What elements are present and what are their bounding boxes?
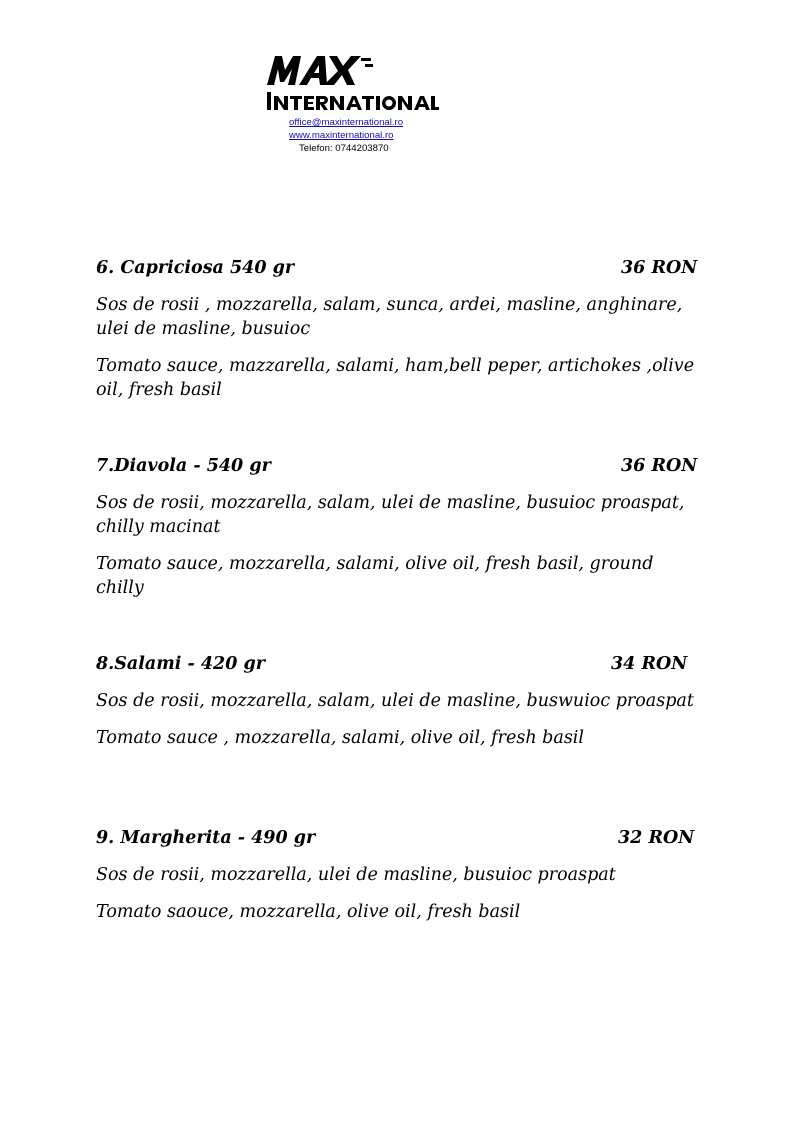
menu-item-header [96, 826, 706, 850]
menu-item-description-en: Tomato sauce, mozzarella, salami, olive oil, fresh basil, ground chilly [96, 554, 654, 598]
menu-item-description-en: Tomato saouce, mozzarella, olive oil, fresh basil [96, 902, 521, 922]
phone-number: Telefon: 0744203870 [299, 143, 389, 154]
max-international-logo [265, 52, 440, 114]
email-link[interactable]: office@maxinternational.ro [289, 117, 404, 128]
menu-item-title: 9. Margherita - 490 gr [96, 828, 316, 848]
menu-item-header [96, 652, 706, 676]
menu-item-description-en: Tomato sauce , mozzarella, salami, olive oil, fresh basil [96, 728, 584, 748]
menu-item-description-ro: Sos de rosii, mozzarella, salam, ulei de masline, busuioc proaspat, chilly macinat [96, 493, 685, 537]
menu-item-description-ro: Sos de rosii, mozzarella, ulei de masline, busuioc proaspat [96, 865, 616, 885]
menu-item-description-en: Tomato sauce, mazzarella, salami, ham,bell peper, artichokes ,olive oil, fresh basil [96, 356, 695, 400]
menu-item-margherita [96, 826, 706, 924]
menu-item-salami [96, 652, 706, 750]
menu-item-capriciosa [96, 256, 706, 402]
menu-item-diavola [96, 454, 706, 600]
website-link[interactable]: www.maxinternational.ro [289, 130, 394, 141]
menu-item-price: 32 RON [618, 828, 695, 848]
menu-item-title: 8.Salami - 420 gr [96, 654, 265, 674]
menu-item-title: 6. Capriciosa 540 gr [96, 258, 295, 278]
menu-item-header [96, 256, 706, 280]
contact-block [282, 116, 422, 155]
menu-item-price: 36 RON [621, 456, 698, 476]
menu-item-price: 34 RON [611, 654, 688, 674]
menu-item-title: 7.Diavola - 540 gr [96, 456, 271, 476]
menu-item-price: 36 RON [621, 258, 698, 278]
menu-item-description-ro: Sos de rosii, mozzarella, salam, ulei de masline, buswuioc proaspat [96, 691, 694, 711]
menu-item-description-ro: Sos de rosii , mozzarella, salam, sunca, ardei, masline, anghinare, ulei de masline, busuioc [96, 295, 683, 339]
menu-item-header [96, 454, 706, 478]
